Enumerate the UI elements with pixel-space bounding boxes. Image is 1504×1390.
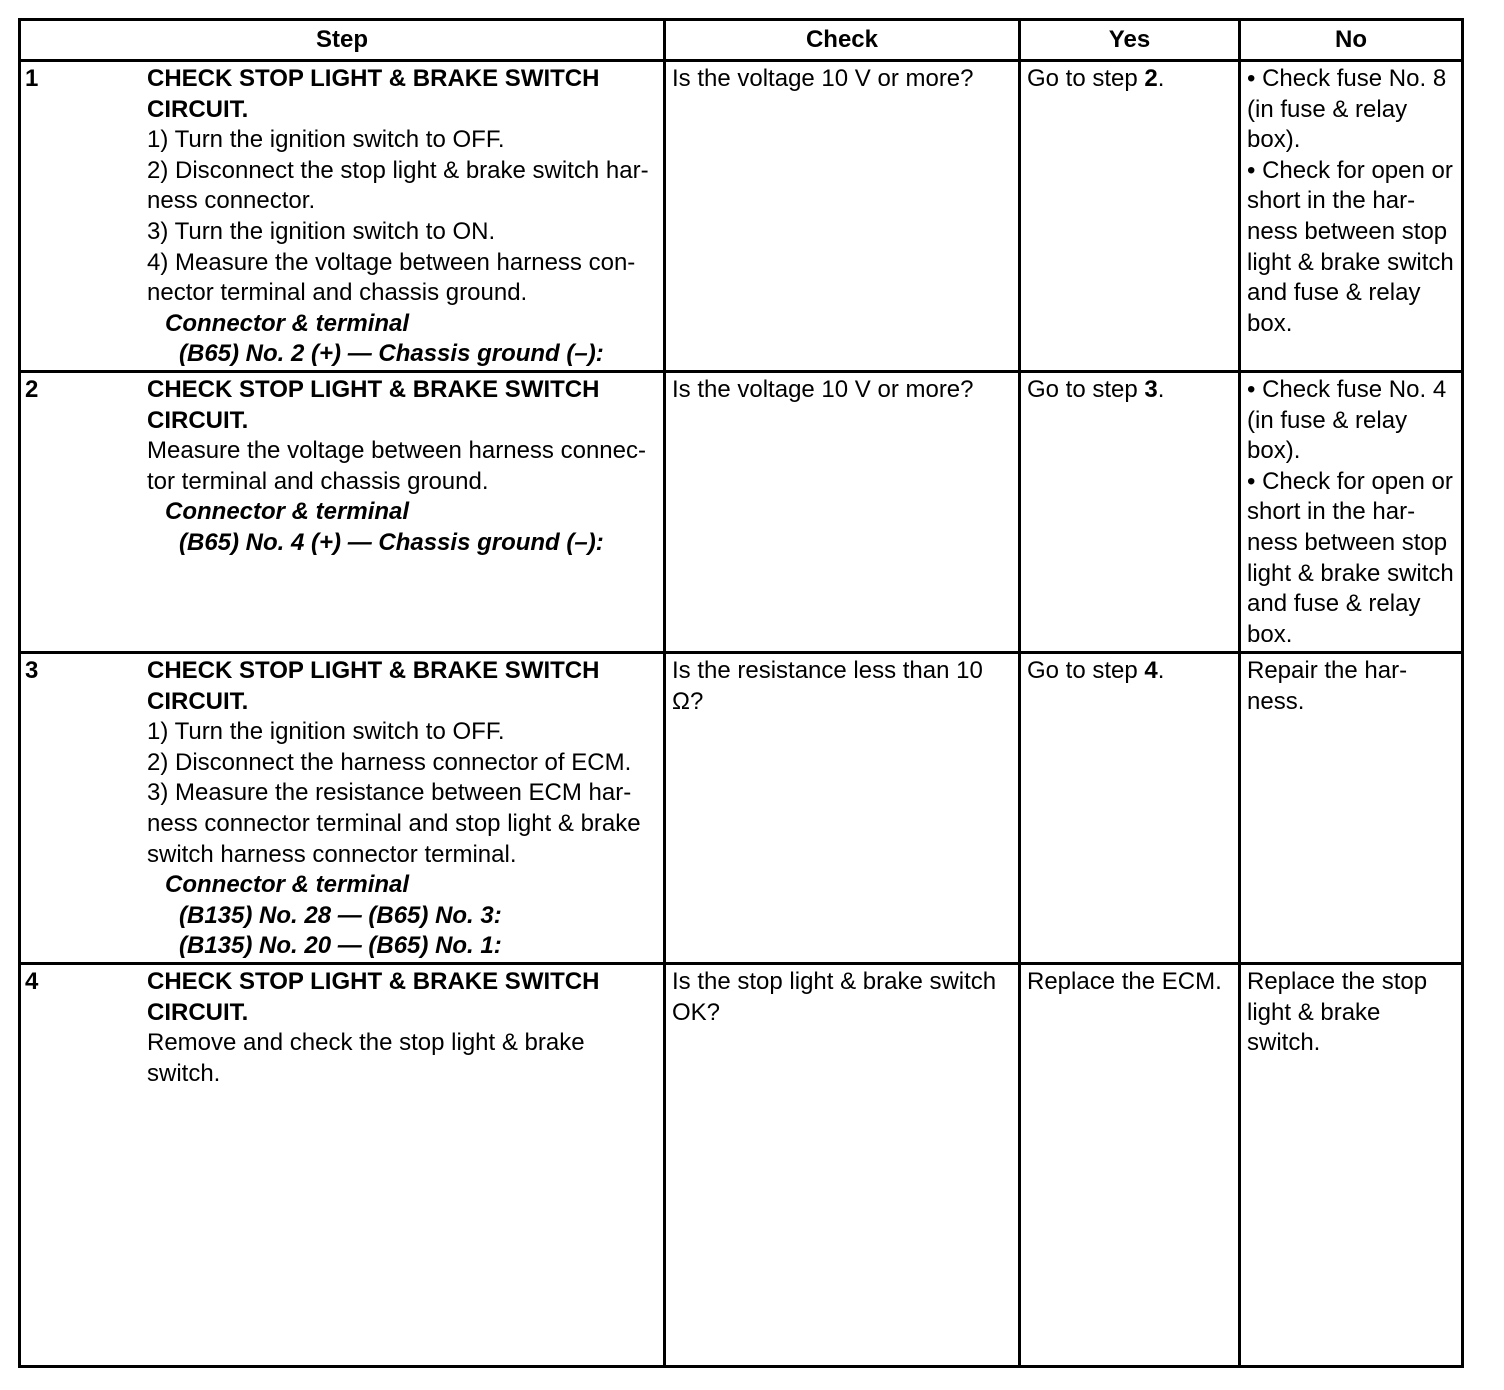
no-text: Replace the stop light & brake switch. (1247, 968, 1428, 1057)
step-instruction: 4) Measure the voltage between harness con-nector terminal and chassis ground. (147, 248, 636, 307)
connector-heading: Connector & terminal (165, 309, 410, 337)
step-cell (20, 653, 665, 964)
check-cell (665, 61, 1020, 372)
no-cell (1240, 653, 1463, 964)
yes-prefix: Go to step (1027, 376, 1145, 403)
step-instruction: Remove and check the stop light & brake switch. (147, 1029, 585, 1087)
yes-text (1021, 373, 1238, 406)
step-instruction: Measure the voltage between harness connec-tor terminal and chassis ground. (147, 437, 646, 495)
check-cell (665, 964, 1020, 1367)
yes-prefix: Replace the ECM. (1027, 968, 1222, 995)
no-text: • Check for open or short in the har-ness between stop light & brake switch and fuse & relay box. (1247, 467, 1454, 648)
check-cell (665, 653, 1020, 964)
step-instruction: 1) Turn the ignition switch to OFF. (147, 126, 505, 154)
check-text: Is the voltage 10 V or more? (672, 65, 974, 92)
header-step: Step (20, 20, 665, 61)
step-cell (20, 964, 665, 1367)
step-instruction: 3) Measure the resistance between ECM har-ness connector terminal and stop light & brake switch harness connector terminal. (147, 779, 641, 868)
no-text: • Check fuse No. 4 (in fuse & relay box). (1247, 376, 1447, 465)
no-cell (1240, 372, 1463, 653)
check-text: Is the resistance less than 10 Ω? (672, 657, 983, 715)
step-cell (20, 61, 665, 372)
connector-heading: Connector & terminal (165, 498, 410, 526)
no-cell (1240, 61, 1463, 372)
yes-text (1021, 62, 1238, 95)
step-cell (20, 372, 665, 653)
step-title: CHECK STOP LIGHT & BRAKE SWITCH CIRCUIT. (147, 376, 600, 434)
diagnostic-table (18, 18, 1464, 1368)
yes-step-number: 2 (1144, 65, 1158, 92)
yes-cell (1020, 372, 1240, 653)
connector-heading: Connector & terminal (165, 871, 410, 899)
step-title: CHECK STOP LIGHT & BRAKE SWITCH CIRCUIT. (147, 657, 600, 715)
table-row (20, 372, 1463, 653)
yes-prefix: Go to step (1027, 657, 1145, 684)
step-number: 4 (25, 968, 39, 995)
step-number: 3 (25, 657, 39, 684)
yes-prefix: Go to step (1027, 65, 1145, 92)
step-instruction: 3) Turn the ignition switch to ON. (147, 217, 496, 245)
yes-suffix: . (1157, 657, 1165, 684)
no-cell (1240, 964, 1463, 1367)
no-text: • Check fuse No. 8 (in fuse & relay box). (1247, 65, 1447, 154)
check-text: Is the voltage 10 V or more? (672, 376, 974, 403)
yes-step-number: 4 (1144, 657, 1158, 684)
table-row (20, 964, 1463, 1367)
step-instruction: 2) Disconnect the stop light & brake switch har-ness connector. (147, 156, 649, 215)
step-title: CHECK STOP LIGHT & BRAKE SWITCH CIRCUIT. (147, 968, 600, 1026)
table-row (20, 61, 1463, 372)
yes-cell (1020, 964, 1240, 1367)
connector-terminal: (B65) No. 4 (+) — Chassis ground (–): (179, 528, 604, 556)
yes-suffix: . (1157, 65, 1165, 92)
check-text: Is the stop light & brake switch OK? (672, 968, 997, 1026)
step-instruction: 1) Turn the ignition switch to OFF. (147, 718, 505, 746)
step-number: 2 (25, 376, 39, 403)
step-number: 1 (25, 65, 39, 92)
header-no: No (1240, 20, 1463, 61)
connector-terminal: (B135) No. 28 — (B65) No. 3: (179, 901, 502, 929)
no-text: Repair the har-ness. (1247, 657, 1408, 715)
header-yes: Yes (1020, 20, 1240, 61)
header-row (20, 20, 1463, 61)
no-text: • Check for open or short in the har-ness between stop light & brake switch and fuse & relay box. (1247, 156, 1454, 337)
check-cell (665, 372, 1020, 653)
connector-terminal: (B65) No. 2 (+) — Chassis ground (–): (179, 340, 604, 368)
step-title: CHECK STOP LIGHT & BRAKE SWITCH CIRCUIT. (147, 65, 600, 123)
yes-suffix: . (1157, 376, 1165, 403)
yes-step-number: 3 (1144, 376, 1158, 403)
step-instruction: 2) Disconnect the harness connector of ECM. (147, 748, 632, 776)
yes-text (1021, 965, 1238, 998)
table-row (20, 653, 1463, 964)
yes-cell (1020, 61, 1240, 372)
connector-terminal: (B135) No. 20 — (B65) No. 1: (179, 932, 502, 960)
header-check: Check (665, 20, 1020, 61)
yes-cell (1020, 653, 1240, 964)
yes-text (1021, 654, 1238, 687)
